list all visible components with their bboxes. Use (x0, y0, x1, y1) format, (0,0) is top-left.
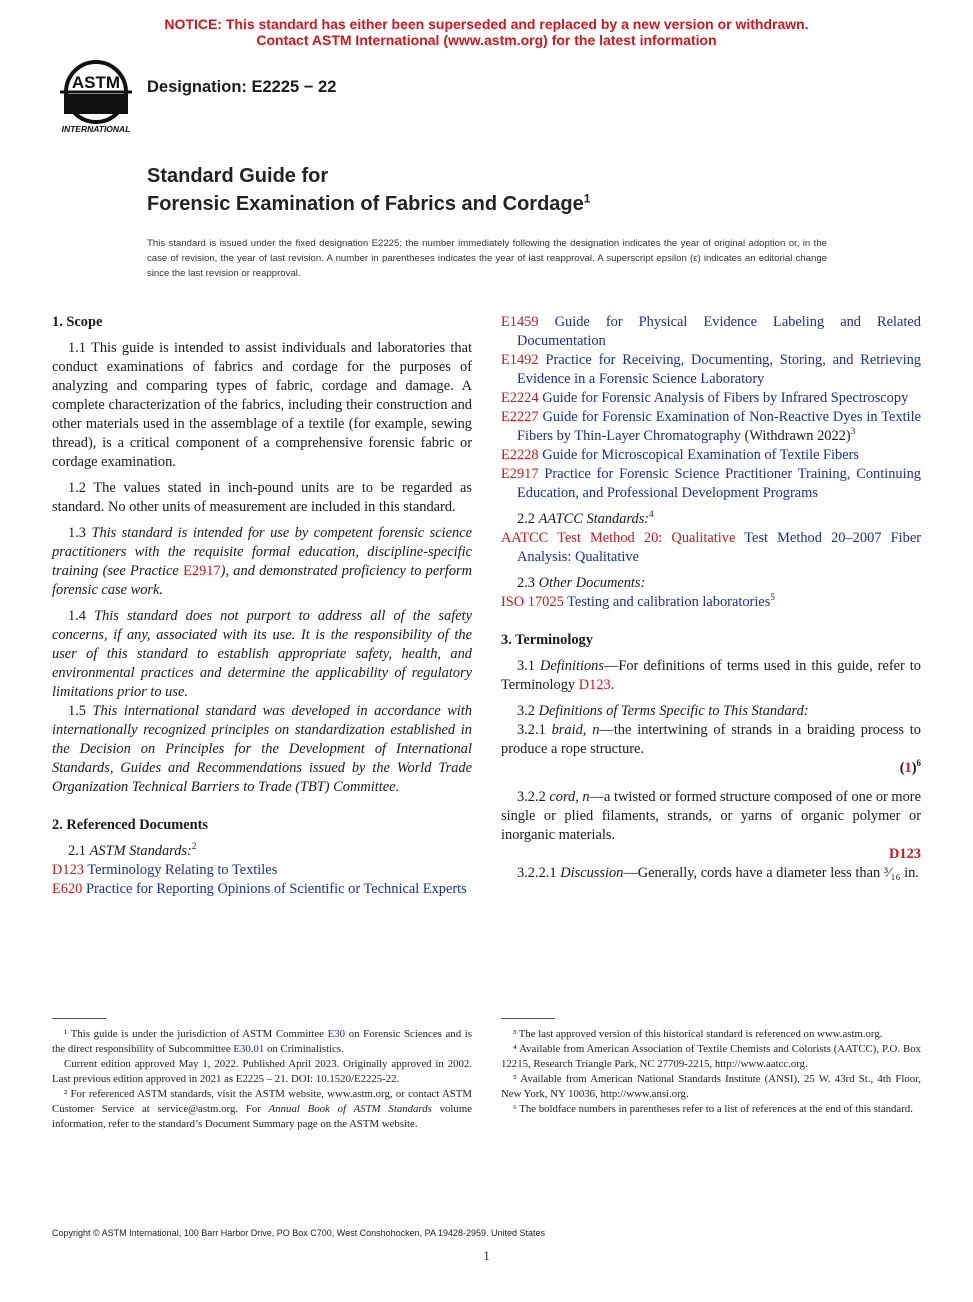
left-column (52, 313, 472, 899)
paragraph-1-2: 1.2 The values stated in inch-pound units are to be regarded as standard. No other units of measurement are included in this standard. (52, 480, 472, 515)
section-heading-scope: 1. Scope (52, 314, 103, 330)
astm-logo-icon (54, 58, 138, 136)
citation-d123 (501, 845, 921, 864)
ref-link-e2917[interactable]: E2917 (183, 563, 221, 579)
page-number: 1 (483, 1248, 490, 1263)
ref-title-aatcc-20[interactable]: Test Method 20–2007 Fiber Analysis: Qualitative (517, 530, 921, 565)
footnote-2: ² For referenced ASTM standards, visit the ASTM website, www.astm.org, or contact ASTM Customer Service at service@astm.org. For Annual Book of ASTM Standards volume information, refer to the standard’s Document Summary page on the ASTM website. (52, 1088, 473, 1130)
ref-link-d123-terminology[interactable]: D123 (578, 677, 611, 693)
ref-link-aatcc-20[interactable]: AATCC Test Method 20: Qualitative (501, 530, 736, 546)
paragraph-1-5: 1.5 This international standard was developed in accordance with internationally recognized principles on standardization established in the Decision on Principles for the Development of International Standards, Guides and Recommendations issued by the World Trade Organization Technical Barriers to Trade (TBT) Committee. (52, 703, 472, 795)
footnote-5: ⁵ Available from American National Standards Institute (ANSI), 25 W. 43rd St., 4th Floor, New York, NY 10036, http://www.ansi.org. (501, 1073, 921, 1100)
paragraph-3-1: 3.1 Definitions—For definitions of terms used in this guide, refer to Terminology D123. (501, 658, 921, 693)
logo-subtitle: INTERNATIONAL (61, 124, 131, 134)
ref-link-e2227[interactable]: E2227 (501, 409, 539, 425)
title-line-1: Standard Guide for (147, 165, 329, 187)
reference-item: ISO 17025 Testing and calibration laboratories$^5$ (501, 592, 775, 610)
reference-item: E2227 Guide for Forensic Examination of Non-Reactive Dyes in Textile Fibers by Thin-Layer Chromatography (Withdrawn 2022)$^3$ (501, 409, 921, 444)
reference-citation-link[interactable]: 1 (904, 760, 912, 776)
footnotes-left (52, 1027, 472, 1132)
ref-link-d123[interactable]: D123 (52, 862, 84, 878)
issuance-statement: This standard is issued under the fixed designation E2225; the number immediately following the designation indicates the year of original adoption or, in the case of revision, the year of last revision. A number in parentheses indicates the year of last reapproval. A superscript epsilon (ε) indicates an editorial change since the last revision or reapproval. (147, 238, 827, 279)
title-footnote-marker: 1 (583, 191, 591, 206)
citation-1: $(1)^6$ (899, 758, 921, 776)
paragraph-2-3: 2.3 Other Documents: (517, 575, 646, 591)
paragraph-3-2: 3.2 Definitions of Terms Specific to This Standard: (517, 703, 809, 719)
ref-title-e2224[interactable]: Guide for Forensic Analysis of Fibers by Infrared Spectroscopy (542, 390, 909, 406)
ref-title-e2227[interactable]: Guide for Forensic Examination of Non-Reactive Dyes in Textile Fibers by Thin-Layer Chromatography (517, 409, 921, 444)
footnote-divider (501, 1018, 555, 1019)
subcommittee-link-e30-01[interactable]: E30.01 (233, 1043, 265, 1055)
reference-item (501, 446, 921, 465)
footnote-4: ⁴ Available from American Association of Textile Chemists and Colorists (AATCC), P.O. Box 12215, Research Triangle Park, NC 27709-2215, http://www.aatcc.org. (501, 1043, 921, 1070)
footnote-divider (52, 1018, 106, 1019)
reference-item (501, 313, 921, 351)
reference-item (501, 465, 921, 503)
notice-line-1: NOTICE: This standard has either been superseded and replaced by a new version or withdrawn. (164, 16, 809, 32)
superseded-notice (0, 16, 973, 48)
ref-title-e1492[interactable]: Practice for Receiving, Documenting, Storing, and Retrieving Evidence in a Forensic Science Laboratory (517, 352, 922, 387)
ref-title-iso-17025[interactable]: Testing and calibration laboratories (567, 594, 771, 610)
withdrawn-note: (Withdrawn 2022) (740, 428, 851, 444)
paragraph-2-2: 2.2 AATCC Standards:$^4$ (517, 509, 654, 527)
reference-item (501, 529, 921, 567)
ref-link-e2224[interactable]: E2224 (501, 390, 539, 406)
designation: Designation: E2225 − 22 (147, 78, 337, 96)
paragraph-1-3: 1.3 This standard is intended for use by competent forensic science practitioners with the requisite formal education, discipline-specific training (see Practice E2917), and demonstrated proficiency to perform forensic case work. (52, 525, 473, 598)
footnote-1-edition: Current edition approved May 1, 2022. Published April 2023. Originally approved in 2002. Last previous edition approved in 2021 as E2225 – 21. DOI: 10.1520/E2225-22. (52, 1058, 472, 1085)
title-line-2: Forensic Examination of Fabrics and Cordage$^1$ (147, 191, 591, 215)
ref-title-d123[interactable]: Terminology Relating to Textiles (87, 862, 278, 878)
section-heading-referenced-documents: 2. Referenced Documents (52, 817, 208, 833)
committee-link-e30[interactable]: E30 (327, 1028, 346, 1040)
copyright-line: Copyright © ASTM International, 100 Barr Harbor Drive, PO Box C700, West Conshohocken, PA 19428-2959. United States (52, 1228, 546, 1238)
ref-link-e1492[interactable]: E1492 (501, 352, 539, 368)
footnote-1: ¹ This guide is under the jurisdiction of ASTM Committee E30 on Forensic Sciences and is the direct responsibility of Subcommittee E30.01 on Criminalistics. (52, 1028, 472, 1055)
ref-title-e2917[interactable]: Practice for Forensic Science Practitioner Training, Continuing Education, and Professional Development Programs (517, 466, 921, 501)
footnote-3: ³ The last approved version of this historical standard is referenced on www.astm.org. (513, 1028, 883, 1040)
logo-wordmark: ASTM (71, 73, 121, 92)
paragraph-3-2-2-1: 3.2.2.1 Discussion—Generally, cords have a diameter less than ³⁄₁₆ in. (517, 865, 919, 881)
ref-link-d123-cite[interactable]: D123 (889, 846, 921, 862)
reference-item (501, 389, 921, 408)
paragraph-1-1: 1.1 This guide is intended to assist individuals and laboratories that conduct examinations of fabrics and cordage for the purposes of analyzing and comparing types of fabric, cordage and damage. A complete characterization of the fabrics, including their construction and other materials used in the assemblage of a textile (for example, sewing thread), is a critical component of a comprehensive forensic fabric or cordage examination. (52, 340, 472, 470)
footnotes-right (501, 1027, 921, 1117)
section-heading-terminology: 3. Terminology (501, 632, 593, 648)
right-column (501, 313, 921, 883)
ref-link-e2917-list[interactable]: E2917 (501, 466, 539, 482)
reference-item (52, 880, 472, 899)
ref-link-e1459[interactable]: E1459 (501, 314, 539, 330)
ref-title-e1459[interactable]: Guide for Physical Evidence Labeling and Related Documentation (517, 314, 921, 349)
paragraph-3-2-2: 3.2.2 cord, n—a twisted or formed structure composed of one or more single or plied filaments, strands, or yarns of organic polymer or inorganic materials. (501, 789, 921, 843)
ref-title-e2228[interactable]: Guide for Microscopical Examination of Textile Fibers (542, 447, 860, 463)
ref-link-e620[interactable]: E620 (52, 881, 83, 897)
footnote-6: ⁶ The boldface numbers in parentheses refer to a list of references at the end of this standard. (513, 1103, 913, 1115)
document-title (147, 162, 590, 218)
ref-link-iso-17025[interactable]: ISO 17025 (501, 594, 564, 610)
paragraph-3-2-1: 3.2.1 braid, n—the intertwining of strands in a braiding process to produce a rope structure. (501, 722, 921, 757)
ref-link-e2228[interactable]: E2228 (501, 447, 539, 463)
paragraph-2-1: 2.1 ASTM Standards:$^2$ (68, 841, 197, 859)
paragraph-1-4: 1.4 This standard does not purport to address all of the safety concerns, if any, associated with its use. It is the responsibility of the user of this standard to establish appropriate safety, health, and environmental practices and determine the applicability of regulatory limitations prior to use. (52, 608, 472, 700)
ref-title-e620[interactable]: Practice for Reporting Opinions of Scientific or Technical Experts (86, 881, 467, 897)
notice-line-2: Contact ASTM International (www.astm.org) for the latest information (256, 32, 717, 48)
reference-item (52, 861, 472, 880)
reference-item (501, 351, 921, 389)
